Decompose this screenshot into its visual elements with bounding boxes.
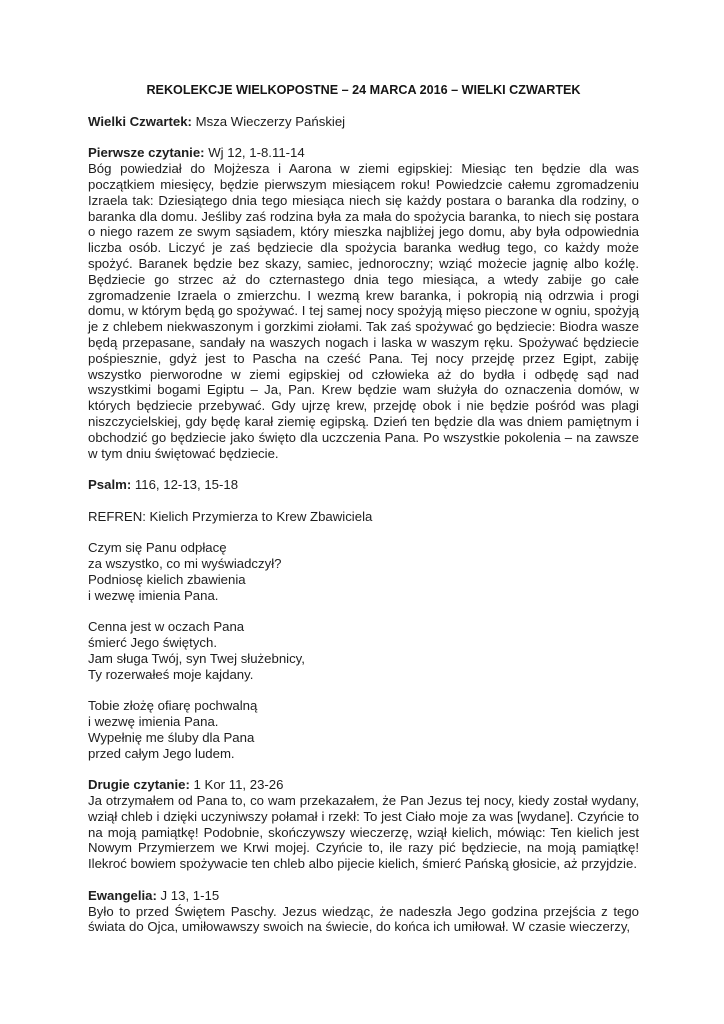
psalm-verse-line: śmierć Jego świętych. bbox=[88, 635, 217, 651]
psalm-verse-line: Czym się Panu odpłacę bbox=[88, 540, 227, 556]
psalm-verse-line: Cenna jest w oczach Pana bbox=[88, 619, 245, 635]
psalm-stanza bbox=[88, 698, 639, 761]
day-label: Wielki Czwartek: bbox=[88, 113, 192, 129]
gospel-heading bbox=[88, 888, 639, 904]
psalm-stanza bbox=[88, 619, 639, 682]
psalm-section bbox=[88, 477, 639, 761]
psalm-verse-line: przed całym Jego ludem. bbox=[88, 745, 235, 761]
document-page bbox=[88, 83, 639, 935]
day-value: Msza Wieczerzy Pańskiej bbox=[191, 113, 346, 129]
gospel-section bbox=[88, 888, 639, 935]
gospel-text: Było to przed Świętem Paschy. Jezus wiedząc, że nadeszła Jego godzina przejścia z tego świata do Ojca, umiłowawszy swoich na świecie, do końca ich umiłował. W czasie wieczerzy, bbox=[88, 903, 639, 935]
psalm-verse-line: Wypełnię me śluby dla Pana bbox=[88, 729, 255, 745]
psalm-refrain: REFREN: Kielich Przymierza to Krew Zbawiciela bbox=[88, 508, 373, 524]
psalm-verse-line: Tobie złożę ofiarę pochwalną bbox=[88, 698, 258, 714]
psalm-verse-line: Jam sługa Twój, syn Twej służebnicy, bbox=[88, 650, 305, 666]
psalm-ref: 116, 12-13, 15-18 bbox=[131, 477, 239, 493]
psalm-verse-line: i wezwę imienia Pana. bbox=[88, 587, 219, 603]
psalm-verse-line: za wszystko, co mi wyświadczył? bbox=[88, 556, 282, 572]
first-reading-ref: Wj 12, 1-8.11-14 bbox=[204, 145, 305, 161]
day-heading bbox=[88, 114, 639, 130]
gospel-label: Ewangelia: bbox=[88, 887, 157, 903]
psalm-stanza bbox=[88, 540, 639, 603]
psalm-verse-line: Podniosę kielich zbawienia bbox=[88, 571, 246, 587]
first-reading-heading bbox=[88, 145, 639, 161]
psalm-verse-line: Ty rozerwałeś moje kajdany. bbox=[88, 666, 254, 682]
second-reading-ref: 1 Kor 11, 23-26 bbox=[189, 777, 284, 793]
second-reading-label: Drugie czytanie: bbox=[88, 777, 190, 793]
second-reading-heading bbox=[88, 777, 639, 793]
second-reading-section bbox=[88, 777, 639, 872]
psalm-heading bbox=[88, 477, 639, 493]
second-reading-text: Ja otrzymałem od Pana to, co wam przekazałem, że Pan Jezus tej nocy, kiedy został wydany, wziął chleb i dzięki uczyniwszy połamał i rzekł: To jest Ciało moje za was [wydane]. Czyńcie to na moją pamiątkę! Podobnie, skończywszy wieczerzę, wziął kielich, mówiąc: Ten kielich jest Nowym Przymierzem we Krwi mojej. Czyńcie to, ile razy pić będziecie, na moją pamiątkę! Ilekroć bowiem spożywacie ten chleb albo pijecie kielich, śmierć Pańską głosicie, aż przyjdzie. bbox=[88, 793, 639, 872]
gospel-ref: J 13, 1-15 bbox=[156, 887, 220, 903]
first-reading-label: Pierwsze czytanie: bbox=[88, 145, 205, 161]
psalm-label: Psalm: bbox=[88, 477, 132, 493]
document-title: REKOLEKCJE WIELKOPOSTNE – 24 MARCA 2016 – WIELKI CZWARTEK bbox=[146, 83, 581, 97]
first-reading-section bbox=[88, 145, 639, 461]
first-reading-text: Bóg powiedział do Mojżesza i Aarona w ziemi egipskiej: Miesiąc ten będzie dla was początkiem miesięcy, będzie pierwszym miesiącem roku! Powiedzcie całemu zgromadzeniu Izraela tak: Dziesiątego dnia tego miesiąca niech się każdy postara o baranka dla rodziny, o baranka dla domu. Jeśliby zaś rodzina była za mała do spożycia baranka, to niech się postara o niego razem ze swym sąsiadem, który mieszka najbliżej jego domu, aby była odpowiednia liczba osób. Liczyć je zaś będziecie dla spożycia baranka według tego, co każdy może spożyć. Baranek będzie bez skazy, samiec, jednoroczny; wziąć możecie jagnię albo koźlę. Będziecie go strzec aż do czternastego dnia tego miesiąca, a wtedy zabije go całe zgromadzenie Izraela o zmierzchu. I wezmą krew baranka, i pokropią nią odrzwia i progi domu, w którym będą go spożywać. I tej samej nocy spożyją mięso pieczone w ogniu, spożyją je z chlebem niekwaszonym i gorzkimi ziołami. Tak zaś spożywać go będziecie: Biodra wasze będą przepasane, sandały na waszych nogach i laska w waszym ręku. Spożywać będziecie pośpiesznie, gdyż jest to Pascha na cześć Pana. Tej nocy przejdę przez Egipt, zabiję wszystko pierworodne w ziemi egipskiej od człowieka aż do bydła i odbędę sąd nad wszystkimi bogami Egiptu – Ja, Pan. Krew będzie wam służyła do oznaczenia domów, w których będziecie przebywać. Gdy ujrzę krew, przejdę obok i nie będzie pośród was plagi niszczycielskiej, gdy będę karał ziemię egipską. Dzień ten będzie dla was dniem pamiętnym i obchodzić go będziecie jako święto dla uczczenia Pana. Po wszystkie pokolenia – na zawsze w tym dniu świętować będziecie. bbox=[88, 161, 639, 461]
psalm-verse-line: i wezwę imienia Pana. bbox=[88, 714, 219, 730]
